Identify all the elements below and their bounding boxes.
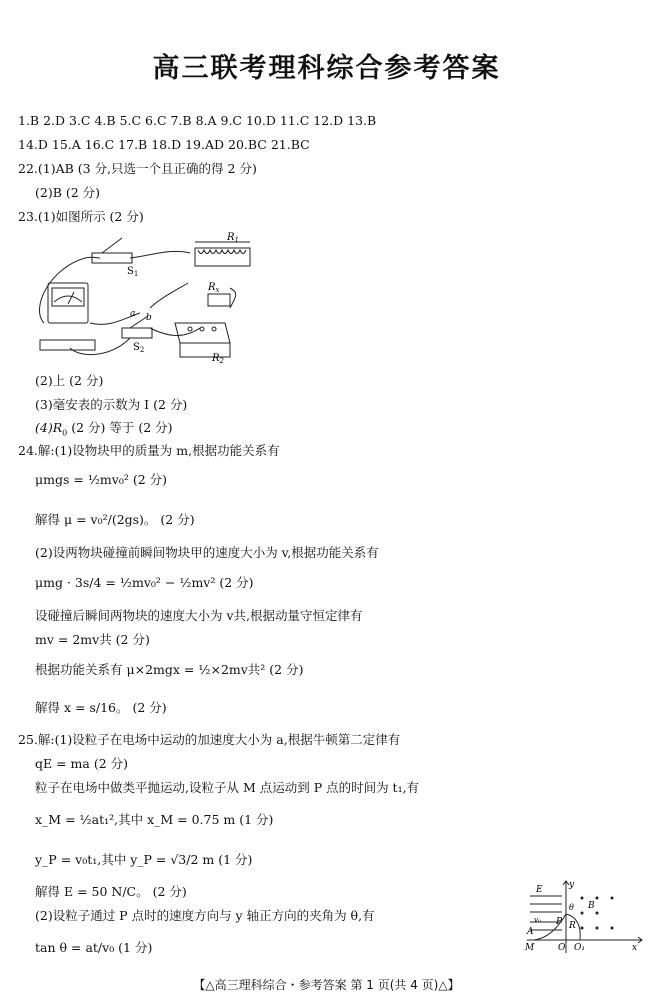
q22-line1: 22.(1)AB (3 分,只选一个且正确的得 2 分): [18, 161, 257, 176]
page-title: 高三联考理科综合参考答案: [152, 53, 501, 84]
fig-label-M: M: [525, 943, 535, 953]
fig-label-theta: θ: [569, 903, 574, 912]
q25-eq4: 解得 E = 50 N/C。 (2 分): [35, 884, 187, 899]
s2-label: $S_2$: [133, 342, 145, 354]
fig-label-P: P: [556, 917, 563, 927]
q25-figure: [522, 878, 647, 956]
s1-label: $S_1$: [127, 266, 139, 278]
q25-eq2: x_M = ½at₁²,其中 x_M = 0.75 m (1 分): [35, 812, 274, 827]
q25-eq5: tan θ = at/v₀ (1 分): [35, 940, 153, 955]
mc-answers-row1: 1.B 2.D 3.C 4.B 5.C 6.C 7.B 8.A 9.C 10.D 11.C 12.D 13.B: [18, 113, 377, 128]
q25-eq3: y_P = v₀t₁,其中 y_P = √3/2 m (1 分): [35, 852, 253, 867]
r1-label: $R_1$: [227, 232, 239, 244]
mc-answers-row2: 14.D 15.A 16.C 17.B 18.D 19.AD 20.BC 21.BC: [18, 137, 310, 152]
terminal-a-label: a: [130, 309, 136, 319]
q24-line3: 设碰撞后瞬间两物块的速度大小为 v共,根据动量守恒定律有: [35, 608, 363, 623]
q25-line1: 25.解:(1)设粒子在电场中运动的加速度大小为 a,根据牛顿第二定律有: [18, 732, 401, 747]
page-footer: 【△高三理科综合・参考答案 第 1 页(共 4 页)△】: [193, 978, 460, 992]
fig-label-v0: v₀: [534, 916, 541, 924]
q23-line2: (2)上 (2 分): [35, 373, 104, 388]
q24-eq4: mv = 2mv共 (2 分): [35, 632, 150, 647]
fig-label-y: y: [569, 880, 575, 890]
q24-eq3: μmg · 3s/4 = ½mv₀² − ½mv² (2 分): [35, 575, 254, 590]
q24-eq1: μmgs = ½mv₀² (2 分): [35, 472, 168, 487]
fig-label-O: O: [558, 943, 566, 953]
q24-line2: (2)设两物块碰撞前瞬间物块甲的速度大小为 v,根据功能关系有: [35, 545, 379, 560]
rx-label: $R_x$: [208, 282, 220, 294]
q23-line1: 23.(1)如图所示 (2 分): [18, 209, 144, 224]
q25-line3: (2)设粒子通过 P 点时的速度方向与 y 轴正方向的夹角为 θ,有: [35, 908, 375, 923]
fig-label-B: B: [588, 901, 595, 911]
q23-line3: (3)毫安表的示数为 I (2 分): [35, 397, 188, 412]
fig-label-O1: O₁: [574, 943, 585, 953]
r2-label: $R_2$: [212, 353, 224, 365]
q24-line1: 24.解:(1)设物块甲的质量为 m,根据功能关系有: [18, 443, 280, 458]
fig-label-x: x: [632, 943, 638, 953]
q24-line4: 根据功能关系有 μ×2mgx = ½×2mv共² (2 分): [35, 662, 304, 677]
q25-eq1: qE = ma (2 分): [35, 756, 129, 771]
terminal-b-label: b: [146, 313, 152, 323]
q24-eq2: 解得 μ = v₀²/(2gs)。 (2 分): [35, 512, 195, 527]
fig-label-E: E: [536, 885, 543, 895]
q23-line4: $(4)R_0$ (2 分) 等于 (2 分): [35, 420, 173, 438]
q22-line2: (2)B (2 分): [35, 185, 101, 200]
circuit-diagram: [30, 228, 260, 368]
fig-label-A: A: [527, 927, 534, 937]
q25-line2: 粒子在电场中做类平抛运动,设粒子从 M 点运动到 P 点的时间为 t₁,有: [35, 780, 420, 795]
fig-label-R: R: [569, 921, 576, 931]
q24-eq5: 解得 x = s/16。 (2 分): [35, 700, 167, 715]
